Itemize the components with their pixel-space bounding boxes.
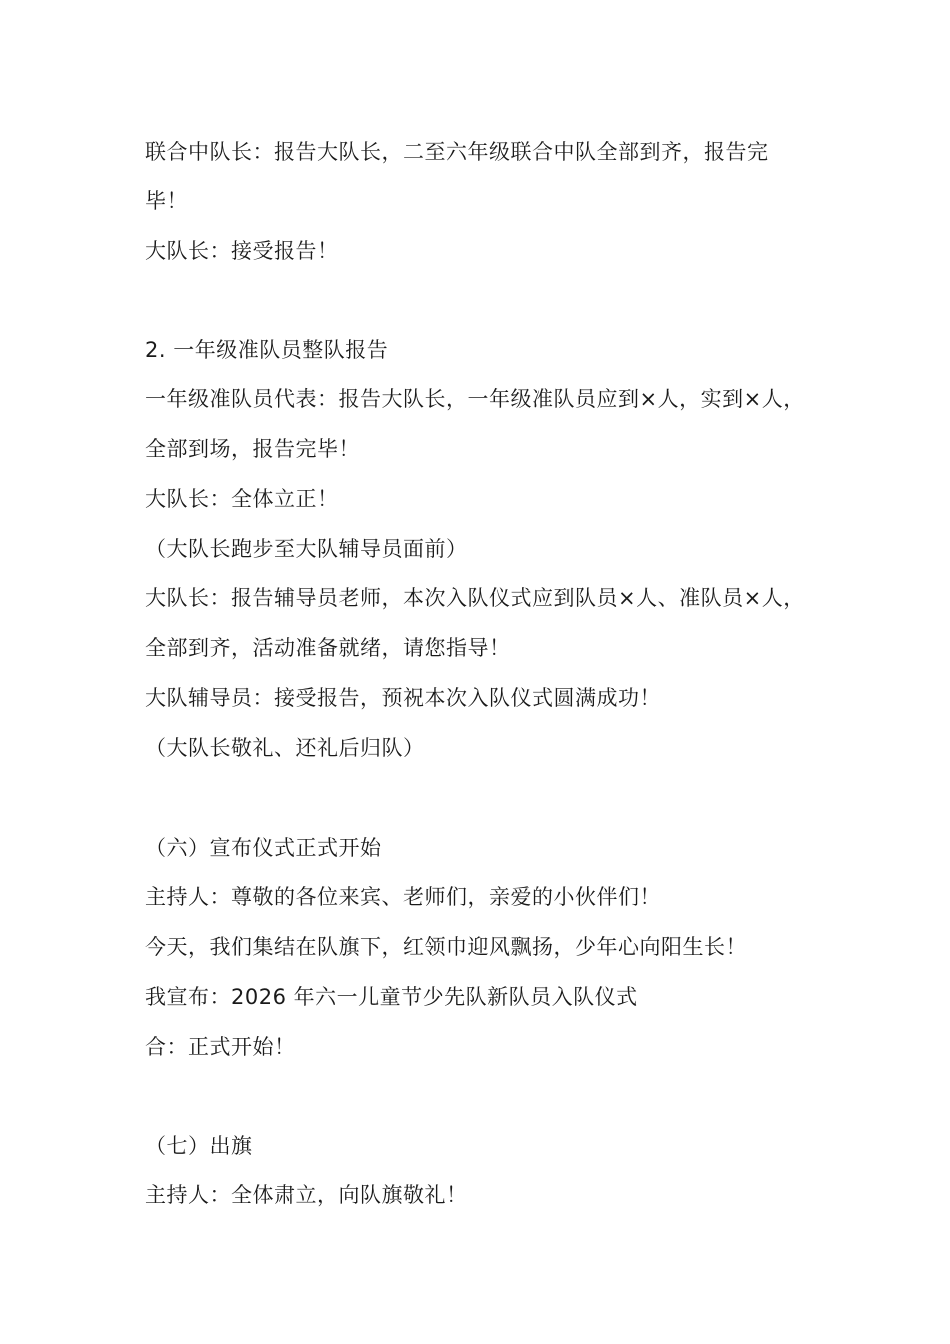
section-heading: （七）出旗 (145, 1134, 253, 1158)
text-line: （大队长敬礼、还礼后归队） (145, 736, 425, 760)
text-line: 合：正式开始！ (145, 1035, 296, 1059)
text-line: 大队长：报告辅导员老师，本次入队仪式应到队员×人、准队员×人， (145, 586, 805, 610)
text-line: 主持人：尊敬的各位来宾、老师们，亲爱的小伙伴们！ (145, 885, 661, 909)
text-line: （大队长跑步至大队辅导员面前） (145, 537, 468, 561)
text-line: 主持人：全体肃立，向队旗敬礼！ (145, 1183, 468, 1207)
text-line: 今天，我们集结在队旗下，红领巾迎风飘扬，少年心向阳生长！ (145, 935, 747, 959)
text-line: 毕！ (145, 189, 188, 213)
section-heading: 2. 一年级准队员整队报告 (145, 338, 389, 362)
section-heading: （六）宣布仪式正式开始 (145, 836, 382, 860)
text-line: 大队辅导员：接受报告，预祝本次入队仪式圆满成功！ (145, 686, 661, 710)
text-line: 大队长：全体立正！ (145, 487, 339, 511)
text-line: 全部到齐，活动准备就绪，请您指导！ (145, 636, 511, 660)
text-line: 全部到场，报告完毕！ (145, 437, 360, 461)
text-line: 大队长：接受报告！ (145, 239, 339, 263)
text-line: 一年级准队员代表：报告大队长，一年级准队员应到×人，实到×人， (145, 387, 805, 411)
text-line: 联合中队长：报告大队长，二至六年级联合中队全部到齐，报告完 (145, 140, 769, 164)
text-line: 我宣布：2026 年六一儿童节少先队新队员入队仪式 (145, 985, 638, 1009)
